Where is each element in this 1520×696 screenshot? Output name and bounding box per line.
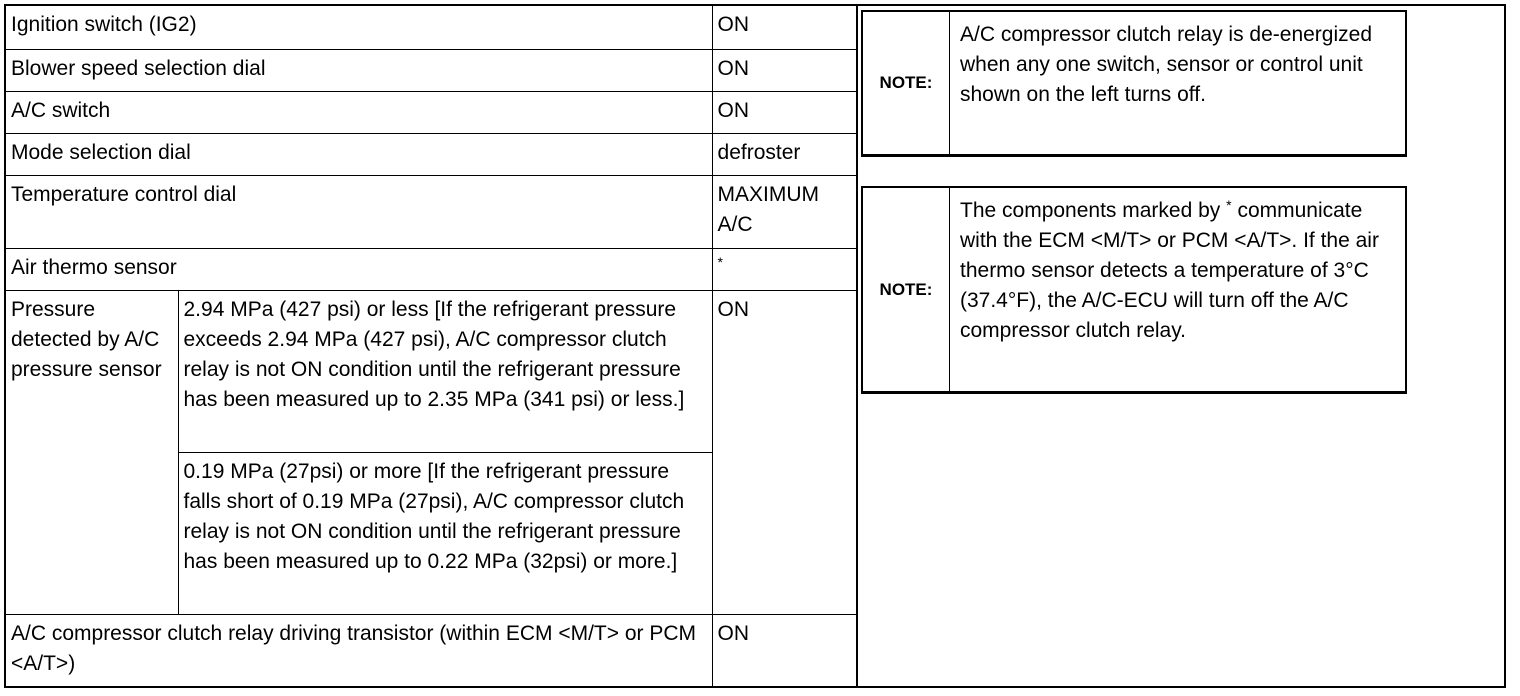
- table-row: [6, 133, 856, 175]
- row-value: MAXIMUM A/C: [712, 175, 856, 248]
- row-label: Blower speed selection dial: [6, 49, 712, 91]
- note-text-before: The components marked by: [960, 199, 1221, 222]
- row-value: [712, 248, 856, 290]
- pressure-high-condition: 2.94 MPa (427 psi) or less [If the refrigerant pressure exceeds 2.94 MPa (427 psi), A/C compressor clutch relay is not ON condition until the refrigerant pressure has been measured up to 2.35 MPa (341 psi) or less.]: [178, 290, 712, 452]
- table-row: [6, 175, 856, 248]
- note-box-relay: [861, 10, 1407, 157]
- note-box-components: [861, 186, 1407, 394]
- row-label: A/C compressor clutch relay driving transistor (within ECM <M/T> or PCM <A/T>): [6, 614, 712, 686]
- note-label: NOTE:: [863, 188, 950, 391]
- table-row: [6, 248, 856, 290]
- row-value: defroster: [712, 133, 856, 175]
- table-row: [6, 614, 856, 686]
- row-label: Air thermo sensor: [6, 248, 712, 290]
- conditions-table: [6, 6, 856, 686]
- table-row: [6, 6, 856, 49]
- pressure-low-condition: 0.19 MPa (27psi) or more [If the refrigerant pressure falls short of 0.19 MPa (27psi), A/C compressor clutch relay is not ON condition until the refrigerant pressure has been measured up to 0.22 MPa (32psi) or more.]: [178, 452, 712, 614]
- row-label: Mode selection dial: [6, 133, 712, 175]
- asterisk-mark: *: [717, 253, 723, 270]
- table-row: [6, 91, 856, 133]
- column-divider: [856, 4, 858, 688]
- row-label: A/C switch: [6, 91, 712, 133]
- table-row: [6, 290, 856, 452]
- asterisk-mark: *: [1226, 197, 1232, 213]
- pressure-label: Pressure detected by A/C pressure sensor: [6, 290, 178, 614]
- row-value: ON: [712, 91, 856, 133]
- row-label: Ignition switch (IG2): [6, 6, 712, 49]
- row-value: ON: [712, 614, 856, 686]
- table-row: [6, 49, 856, 91]
- note-text-after: communicate with the ECM <M/T> or PCM <A/T>. If the air thermo sensor detects a temperature of 3°C (37.4°F), the A/C-ECU will turn off the A/C compressor clutch relay.: [960, 199, 1379, 342]
- note-text: [950, 188, 1405, 391]
- row-value: ON: [712, 290, 856, 614]
- note-text: A/C compressor clutch relay is de-energized when any one switch, sensor or control unit shown on the left turns off.: [960, 23, 1373, 106]
- row-value: ON: [712, 49, 856, 91]
- note-label: NOTE:: [863, 12, 950, 154]
- row-label: Temperature control dial: [6, 175, 712, 248]
- row-value: ON: [712, 6, 856, 49]
